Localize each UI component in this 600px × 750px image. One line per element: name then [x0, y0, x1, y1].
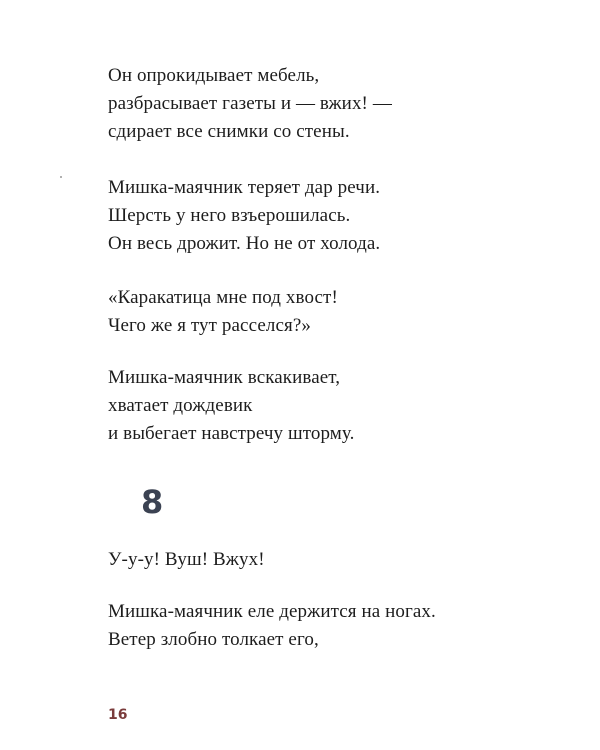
stanza-line: и выбегает навстречу шторму. — [108, 423, 355, 444]
chapter-stanza-2 — [108, 598, 436, 654]
stanza-line: Мишка-маячник еле держится на ногах. — [108, 601, 436, 622]
stanza-line: Чего же я тут расселся?» — [108, 315, 311, 336]
stanza-line: хватает дождевик — [108, 395, 253, 416]
stanza-line: Ветер злобно толкает его, — [108, 629, 319, 650]
chapter-number: 8 — [141, 483, 164, 521]
stanza-line: Мишка-маячник теряет дар речи. — [108, 177, 381, 198]
stanza-line: Шерсть у него взъерошилась. — [108, 205, 351, 226]
stanza-line: Мишка-маячник вскакивает, — [108, 367, 341, 388]
chapter-stanza-1 — [108, 546, 265, 574]
page-number: 16 — [108, 707, 128, 723]
stanza-line: У-у-у! Вуш! Вжух! — [108, 549, 265, 570]
stanza-3 — [108, 284, 338, 340]
stanza-line: Он весь дрожит. Но не от холода. — [108, 233, 381, 254]
stanza-1 — [108, 62, 392, 146]
page-speck — [60, 176, 62, 178]
stanza-line: разбрасывает газеты и — вжих! — — [108, 93, 392, 114]
stanza-line: «Каракатица мне под хвост! — [108, 287, 338, 308]
stanza-4 — [108, 364, 354, 448]
stanza-line: Он опрокидывает мебель, — [108, 65, 320, 86]
stanza-line: сдирает все снимки со стены. — [108, 121, 350, 142]
stanza-2 — [108, 174, 380, 258]
